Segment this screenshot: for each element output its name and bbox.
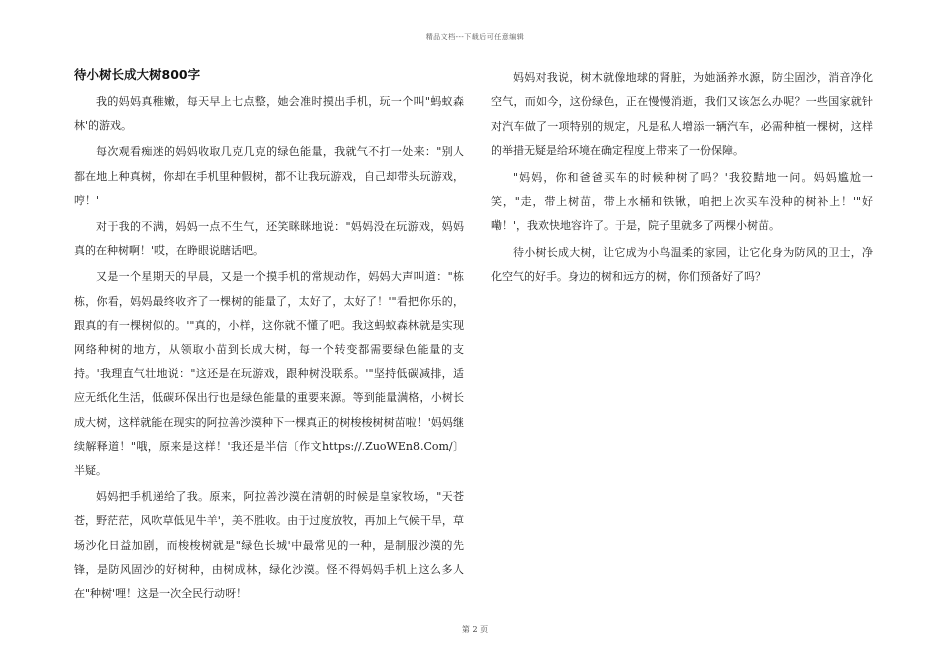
paragraph: 妈妈对我说，树木就像地球的肾脏，为她涵养水源，防尘固沙，消音净化空气，而如今，这份绿色，正在慢慢消逝，我们又该怎么办呢？一些国家就针对汽车做了一项特别的规定，凡是私人增添一辆汽车，必需种植一棵树，这样的举措无疑是给环境在确定程度上带来了一份保障。 (491, 71, 873, 158)
left-column (74, 66, 464, 608)
right-column (491, 66, 873, 292)
paragraph: 又是一个星期天的早晨，又是一个摸手机的常规动作，妈妈大声叫道："栋栋，你看，妈妈最终收齐了一棵树的能量了，太好了，太好了！'"看把你乐的，跟真的有一棵树似的。'"真的，小样，这你就不懂了吧。我这蚂蚁森林就是实现网络种树的地方，从领取小苗到长成大树，每一个转变都需要绿色能量的支持。'我理直气壮地说："这还是在玩游戏，跟种树没联系。'"坚持低碳减排，适应无纸化生活，低碳环保出行也是绿色能量的重要来源。等到能量满格，小树长成大树，这样就能在现实的阿拉善沙漠种下一棵真正的树梭梭树树苗啦！'妈妈继续解释道！"哦，原来是这样！'我还是半信〔作文https://.ZuoWEn8.Com/〕半疑。 (74, 270, 464, 478)
paragraph: 对于我的不满，妈妈一点不生气，还笑眯眯地说："妈妈没在玩游戏，妈妈真的在种树啊！'哎，在睁眼说瞎话吧。 (74, 220, 464, 258)
paragraph: 每次观看痴迷的妈妈收取几克几克的绿色能量，我就气不打一处来："别人都在地上种真树，你却在手机里种假树，都不让我玩游戏，自己却带头玩游戏，哼！' (74, 145, 464, 207)
page-header: 精品文档---下载后可任意编辑 (425, 33, 525, 41)
page-number: 第 2 页 (461, 625, 489, 634)
paragraph: 待小树长成大树，让它成为小鸟温柔的家园，让它化身为防风的卫士，净化空气的好手。身边的树和远方的树，你们预备好了吗？ (491, 245, 873, 284)
article-title: 待小树长成大树800字 (74, 67, 201, 82)
paragraph: 我的妈妈真稚嫩，每天早上七点整，她会准时摸出手机，玩一个叫"蚂蚁森林'的游戏。 (74, 95, 464, 133)
paragraph: "妈妈，你和爸爸买车的时候种树了吗？'我狡黠地一问。妈妈尴尬一笑，"走，带上树苗，带上水桶和铁锹，咱把上次买车没种的树补上！'"好嘞！'，我欢快地容许了。于是，院子里就多了两棵小树苗。 (491, 170, 873, 233)
paragraph: 妈妈把手机递给了我。原来，阿拉善沙漠在清朝的时候是皇家牧场，"天苍苍，野茫茫，风吹草低见牛羊'，美不胜收。由于过度放牧，再加上气候干旱，草场沙化日益加剧，而梭梭树就是"绿色长城'中最常见的一种，是制服沙漠的先锋，是防风固沙的好树种，由树成林，绿化沙漠。怪不得妈妈手机上这么多人在"种树'哩！这是一次全民行动呀！ (74, 490, 464, 601)
